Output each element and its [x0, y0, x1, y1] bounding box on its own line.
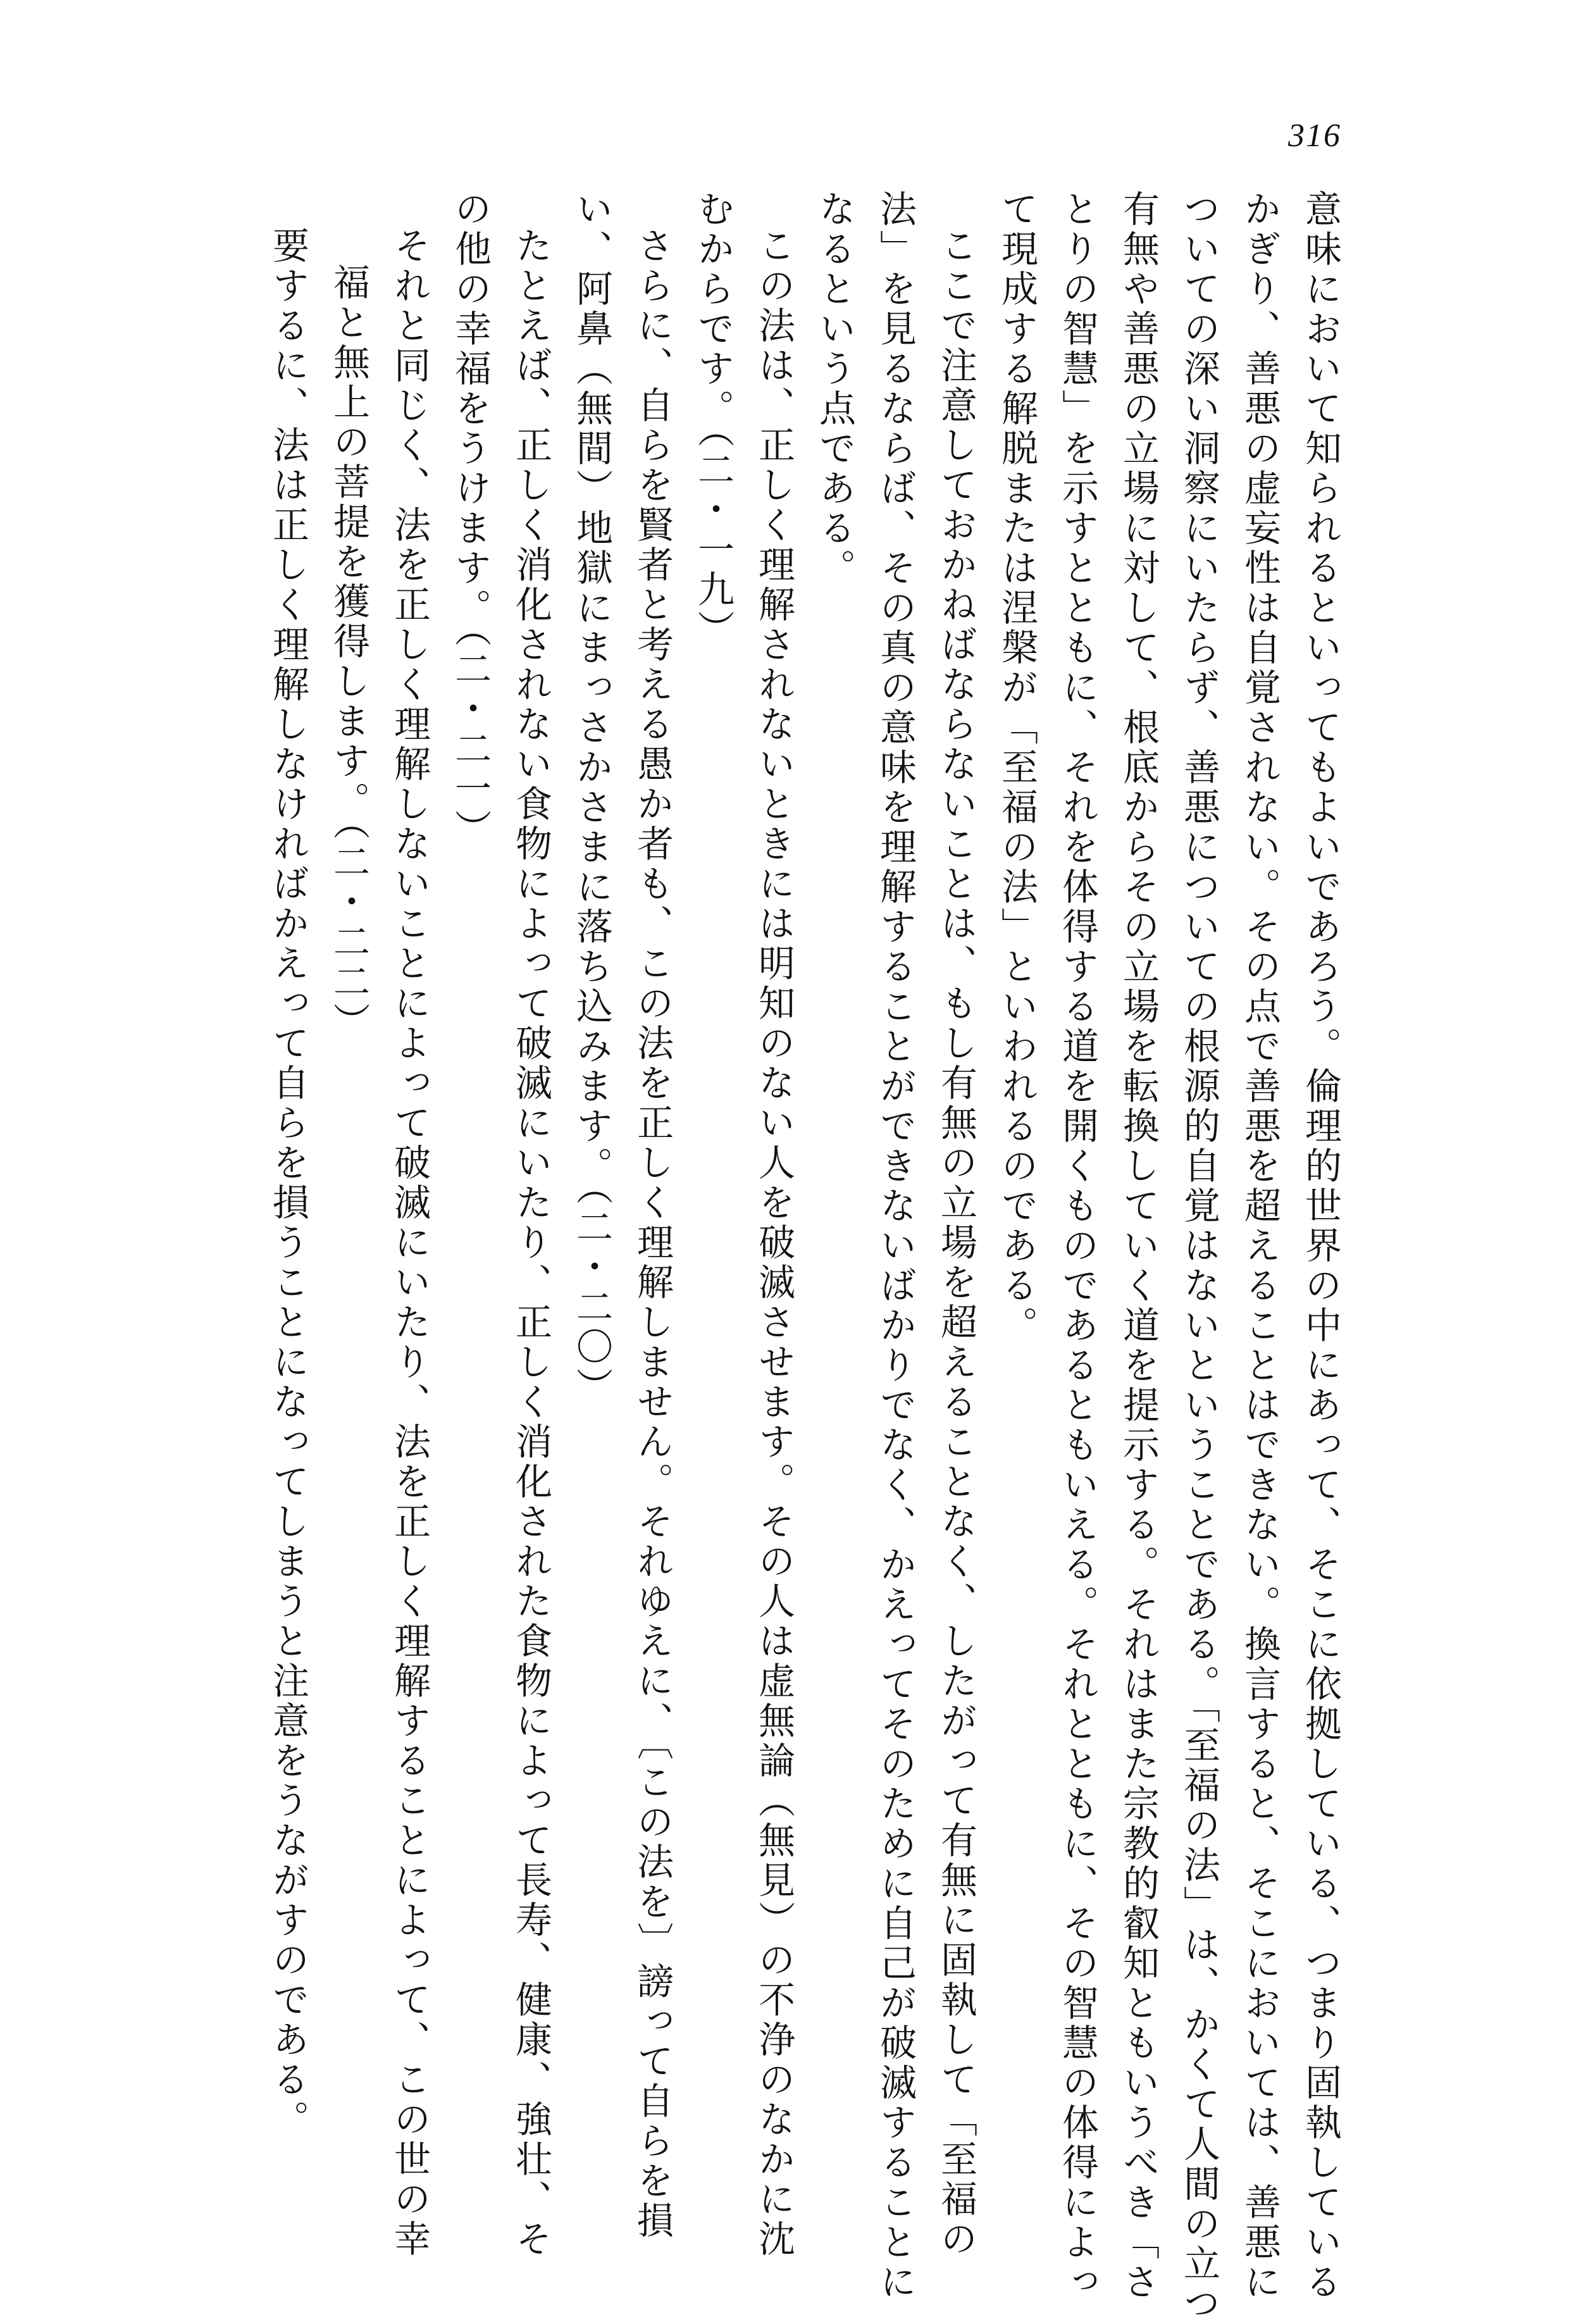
text-line: 法」を見るならば、その真の意味を理解することができないばかりでなく、かえってそのために自己が破滅することに	[874, 190, 917, 2302]
quote-line: 福と無上の菩提を獲得します。（二・二二）	[327, 263, 370, 1042]
quote-line: い、阿鼻（無間）地獄にまっさかさまに落ち込みます。（二・二〇）	[570, 190, 613, 1407]
quote-line: の他の幸福をうけます。（二・二一）	[449, 190, 492, 849]
text-line: 意味において知られるといってもよいであろう。倫理的世界の中にあって、そこに依拠している、つまり固執している	[1299, 190, 1342, 2302]
quote-line: この法は、正しく理解されないときには明知のない人を破滅させます。その人は虚無論（無見）の不浄のなかに沈	[752, 227, 795, 2259]
text-line: ついての深い洞察にいたらず、善悪についての根源的自覚はないということである。「至福の法」は、かくて人間の立つ	[1177, 190, 1220, 2324]
text-line: かぎり、善悪の虚妄性は自覚されない。その点で善悪を超えることはできない。換言すると、そこにおいては、善悪に	[1238, 190, 1281, 2302]
text-line: ここで注意しておかねばならないことは、もし有無の立場を超えることなく、したがって有無に固執して「至福の	[934, 227, 977, 2259]
quote-line: むからです。（二・一九）	[691, 190, 735, 650]
quote-line: さらに、自らを賢者と考える愚か者も、この法を正しく理解しません。それゆえに、〔この法を〕謗って自らを損	[631, 227, 674, 2241]
text-line: て現成する解脱または涅槃が「至福の法」といわれるのである。	[995, 190, 1038, 1346]
text-line: なるという点である。	[813, 190, 856, 588]
body-text	[199, 190, 1351, 2324]
quote-line: たとえば、正しく消化されない食物によって破滅にいたり、正しく消化された食物によって長寿、健康、強壮、そ	[509, 227, 552, 2259]
page-number: 316	[1288, 118, 1341, 154]
text-line: 要するに、法は正しく理解しなければかえって自らを損うことになってしまうと注意をうながすのである。	[266, 227, 309, 2140]
quote-line: それと同じく、法を正しく理解しないことによって破滅にいたり、法を正しく理解することによって、この世の幸	[388, 227, 431, 2259]
text-line: とりの智慧」を示すとともに、それを体得する道を開くものであるともいえる。それとともに、その智慧の体得によっ	[1056, 190, 1099, 2302]
text-line: 有無や善悪の立場に対して、根底からその立場を転換していく道を提示する。それはまた宗教的叡知ともいうべき「さ	[1117, 190, 1160, 2302]
